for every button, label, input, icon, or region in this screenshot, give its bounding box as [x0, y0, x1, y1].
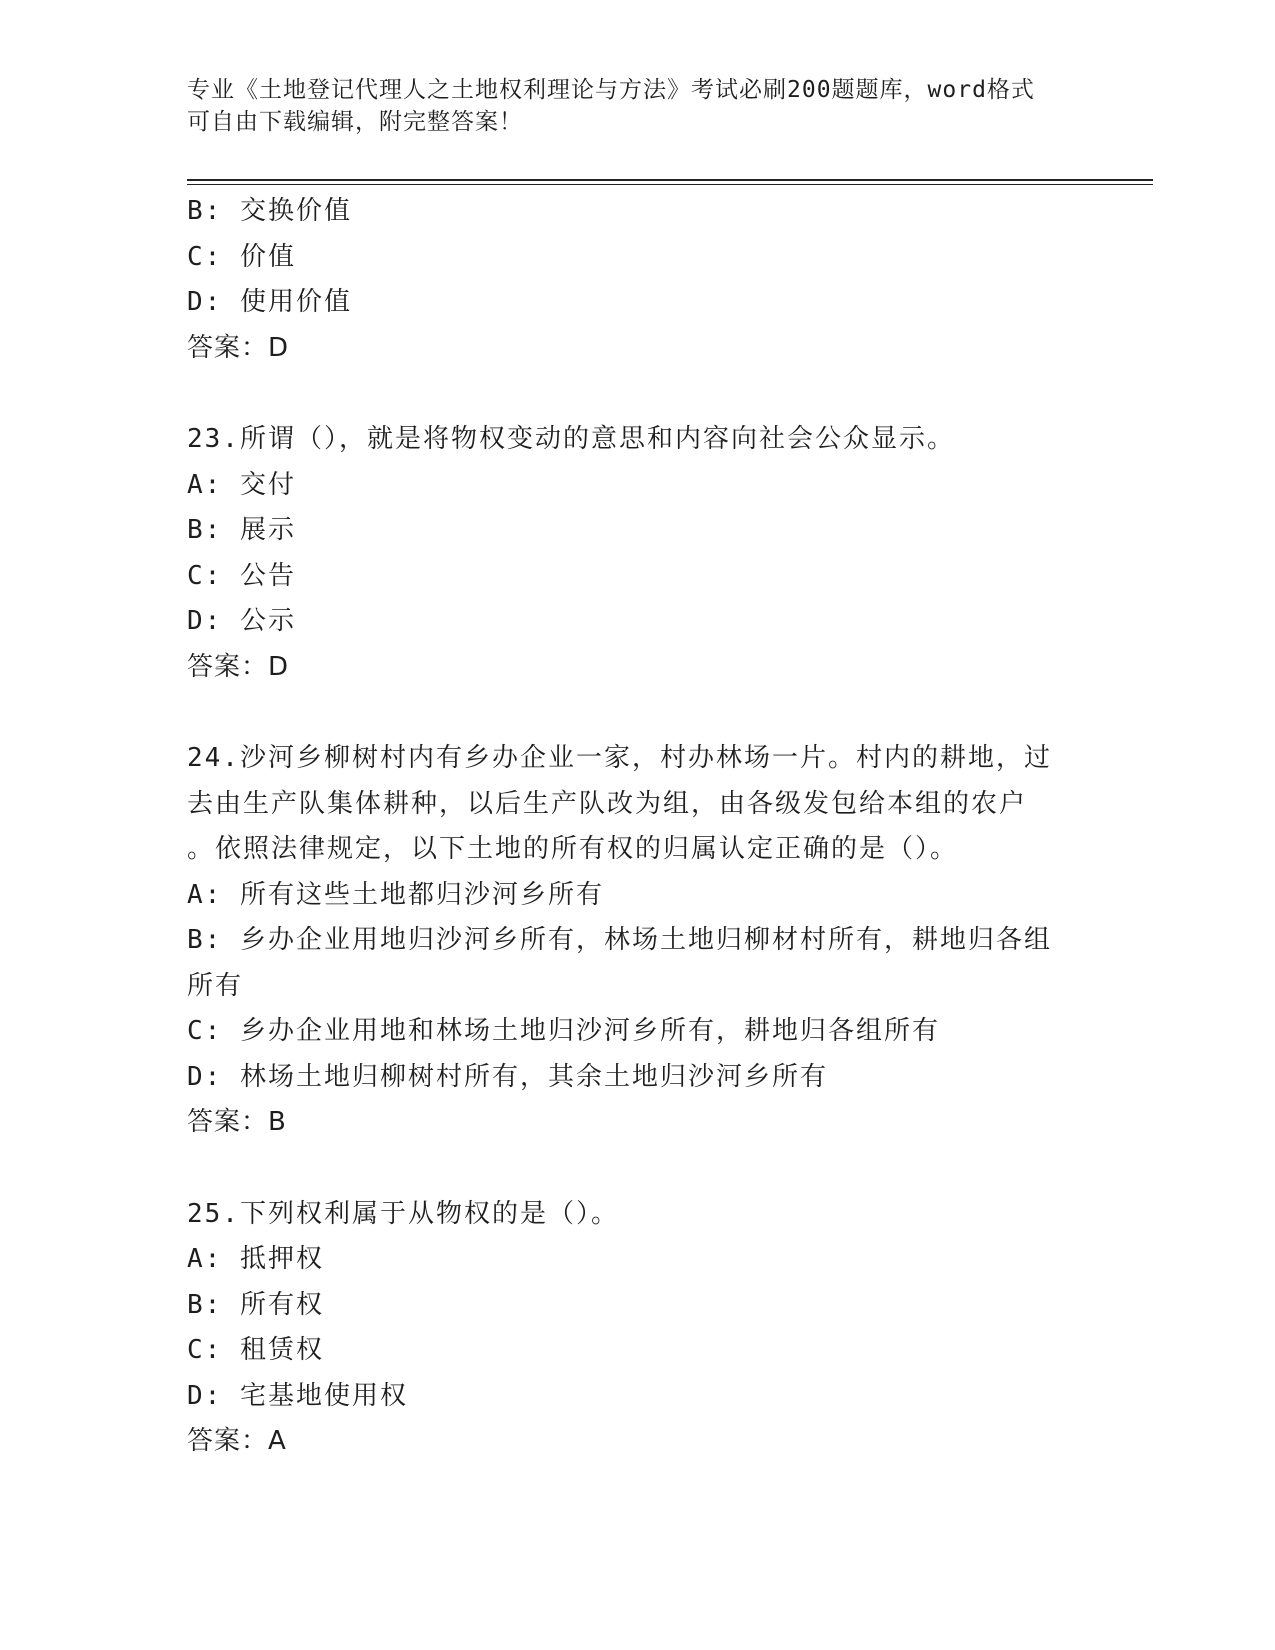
option-d: D: 使用价值 [187, 287, 352, 317]
header-line-2: 可自由下载编辑，附完整答案！ [187, 109, 523, 135]
option-a: A: 所有这些土地都归沙河乡所有 [187, 879, 604, 910]
question-24-stem-line: 去由生产队集体耕种，以后生产队改为组，由各级发包给本组的农户 [187, 788, 1028, 819]
header-divider-thin [187, 184, 1153, 185]
option-d: D: 林场土地归柳树村所有，其余土地归沙河乡所有 [187, 1061, 828, 1092]
question-24-stem-line: 。依照法律规定，以下土地的所有权的归属认定正确的是（）。 [187, 834, 959, 864]
option-b-continued: 所有 [187, 970, 244, 1001]
question-24-stem-line: 24.沙河乡柳树村内有乡办企业一家，村办林场一片。村内的耕地，过 [187, 743, 1052, 773]
option-c: C: 乡办企业用地和林场土地归沙河乡所有，耕地归各组所有 [187, 1016, 940, 1046]
option-a: A: 抵押权 [187, 1244, 324, 1274]
option-b: B: 乡办企业用地归沙河乡所有，林场土地归柳材村所有，耕地归各组 [187, 925, 1052, 955]
option-c: C: 租赁权 [187, 1335, 324, 1365]
answer-line: 答案：A [187, 1426, 287, 1456]
option-c: C: 公告 [187, 560, 296, 591]
option-b: B: 所有权 [187, 1289, 324, 1320]
option-d: D: 宅基地使用权 [187, 1380, 408, 1411]
header-divider-thick [187, 179, 1153, 181]
option-a: A: 交付 [187, 469, 296, 500]
option-c: C: 价值 [187, 241, 296, 272]
option-d: D: 公示 [187, 606, 296, 636]
header-line-1: 专业《土地登记代理人之土地权利理论与方法》考试必刷200题题库，word格式 [187, 77, 1035, 103]
question-23-stem: 23.所谓（），就是将物权变动的意思和内容向社会公众显示。 [187, 424, 955, 454]
answer-line: 答案：B [187, 1107, 287, 1137]
answer-line: 答案：D [187, 332, 290, 363]
question-list [187, 189, 1087, 1465]
answer-line: 答案：D [187, 651, 290, 682]
document-header [187, 74, 1087, 138]
option-b: B: 交换价值 [187, 196, 352, 226]
question-25-stem: 25.下列权利属于从物权的是（）。 [187, 1198, 619, 1229]
option-b: B: 展示 [187, 515, 296, 545]
